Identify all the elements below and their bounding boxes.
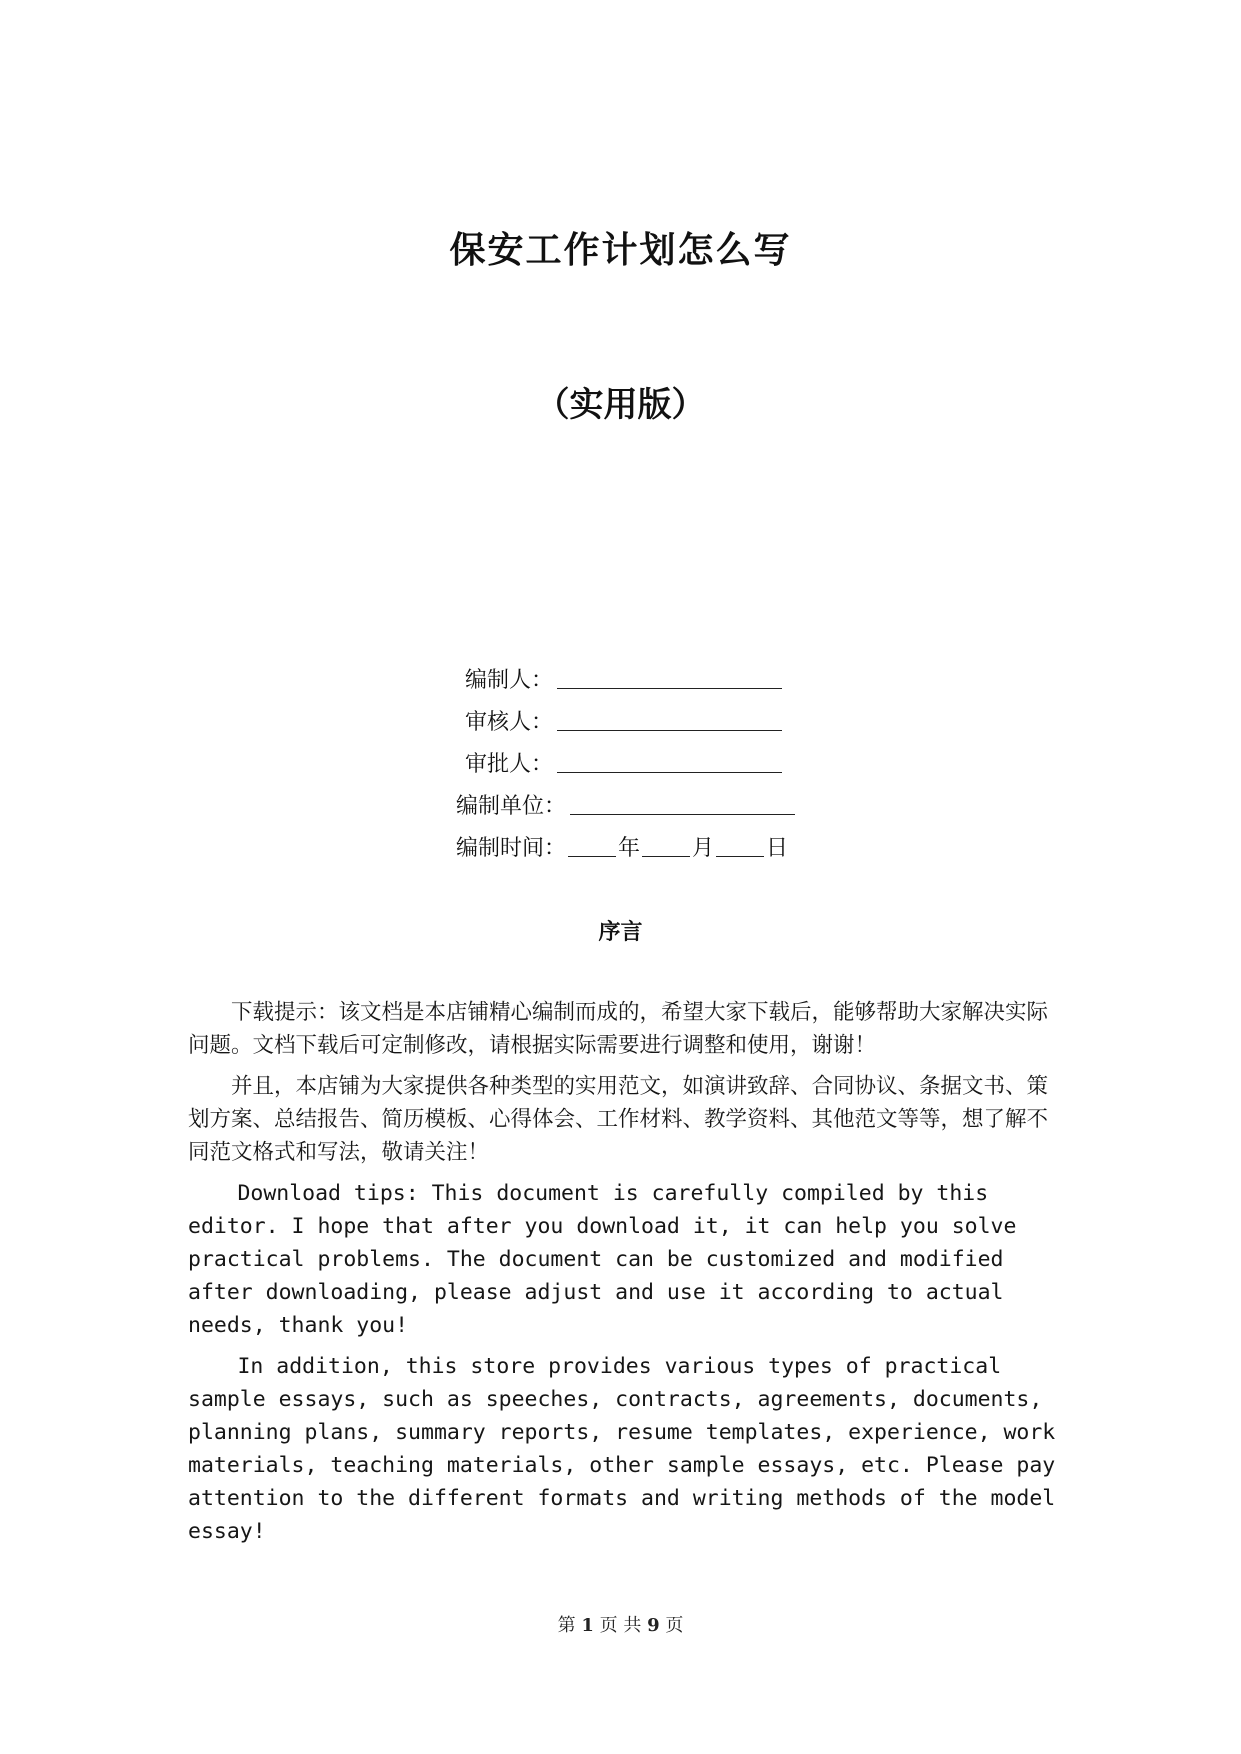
- month-blank: [642, 828, 690, 857]
- page-footer: [0, 1611, 1241, 1637]
- day-blank: [716, 828, 764, 857]
- preface-paragraph-download-tip: 下载提示：该文档是本店铺精心编制而成的，希望大家下载后，能够帮助大家解决实际问题。文档下载后可定制修改，请根据实际需要进行调整和使用，谢谢！: [188, 1000, 1049, 1058]
- signature-form: [443, 660, 863, 870]
- time-row: [443, 828, 863, 870]
- compiler-row: [443, 660, 863, 702]
- preface-paragraph-store-intro-en: In addition, this store provides various types of practical sample essays, such as speeches, contracts, agreements, documents, planning plans, summary reports, resume templates, experience, work materials, teaching materials, other sample essays, etc. Please pay attention to the different formats and writing methods of the model essay!: [188, 1354, 1056, 1544]
- year-blank: [568, 828, 616, 857]
- footer-prefix: 第: [557, 1615, 576, 1636]
- unit-row: [443, 786, 863, 828]
- preface-paragraph-store-intro: 并且，本店铺为大家提供各种类型的实用范文，如演讲致辞、合同协议、条据文书、策划方案、总结报告、简历模板、心得体会、工作材料、教学资料、其他范文等等，想了解不同范文格式和写法，敬请关注！: [188, 1074, 1049, 1165]
- preface-paragraph-download-tip-en: Download tips: This document is carefully compiled by this editor. I hope that after you download it, it can help you solve practical problems. The document can be customized and modified after downloading, please adjust and use it according to actual needs, thank you!: [188, 1181, 1017, 1338]
- reviewer-row: [443, 702, 863, 744]
- day-label: 日: [766, 836, 789, 861]
- year-label: 年: [618, 836, 641, 861]
- unit-label: 编制单位：: [455, 794, 566, 819]
- approver-label: 审批人：: [464, 752, 553, 777]
- reviewer-label: 审核人：: [464, 710, 553, 735]
- preface-body: [188, 996, 1060, 1556]
- footer-suffix: 页: [665, 1615, 684, 1636]
- total-page-number: 9: [647, 1615, 660, 1636]
- compiler-blank: [557, 660, 782, 689]
- reviewer-blank: [557, 702, 782, 731]
- document-subtitle: （实用版）: [535, 385, 706, 425]
- footer-middle: 页 共: [599, 1615, 642, 1636]
- document-title: 保安工作计划怎么写: [449, 230, 792, 271]
- approver-row: [443, 744, 863, 786]
- preface-heading: 序言: [598, 920, 643, 945]
- unit-blank: [570, 786, 795, 815]
- compiler-label: 编制人：: [464, 668, 553, 693]
- month-label: 月: [692, 836, 715, 861]
- time-label: 编制时间：: [455, 836, 566, 861]
- current-page-number: 1: [581, 1615, 594, 1636]
- approver-blank: [557, 744, 782, 773]
